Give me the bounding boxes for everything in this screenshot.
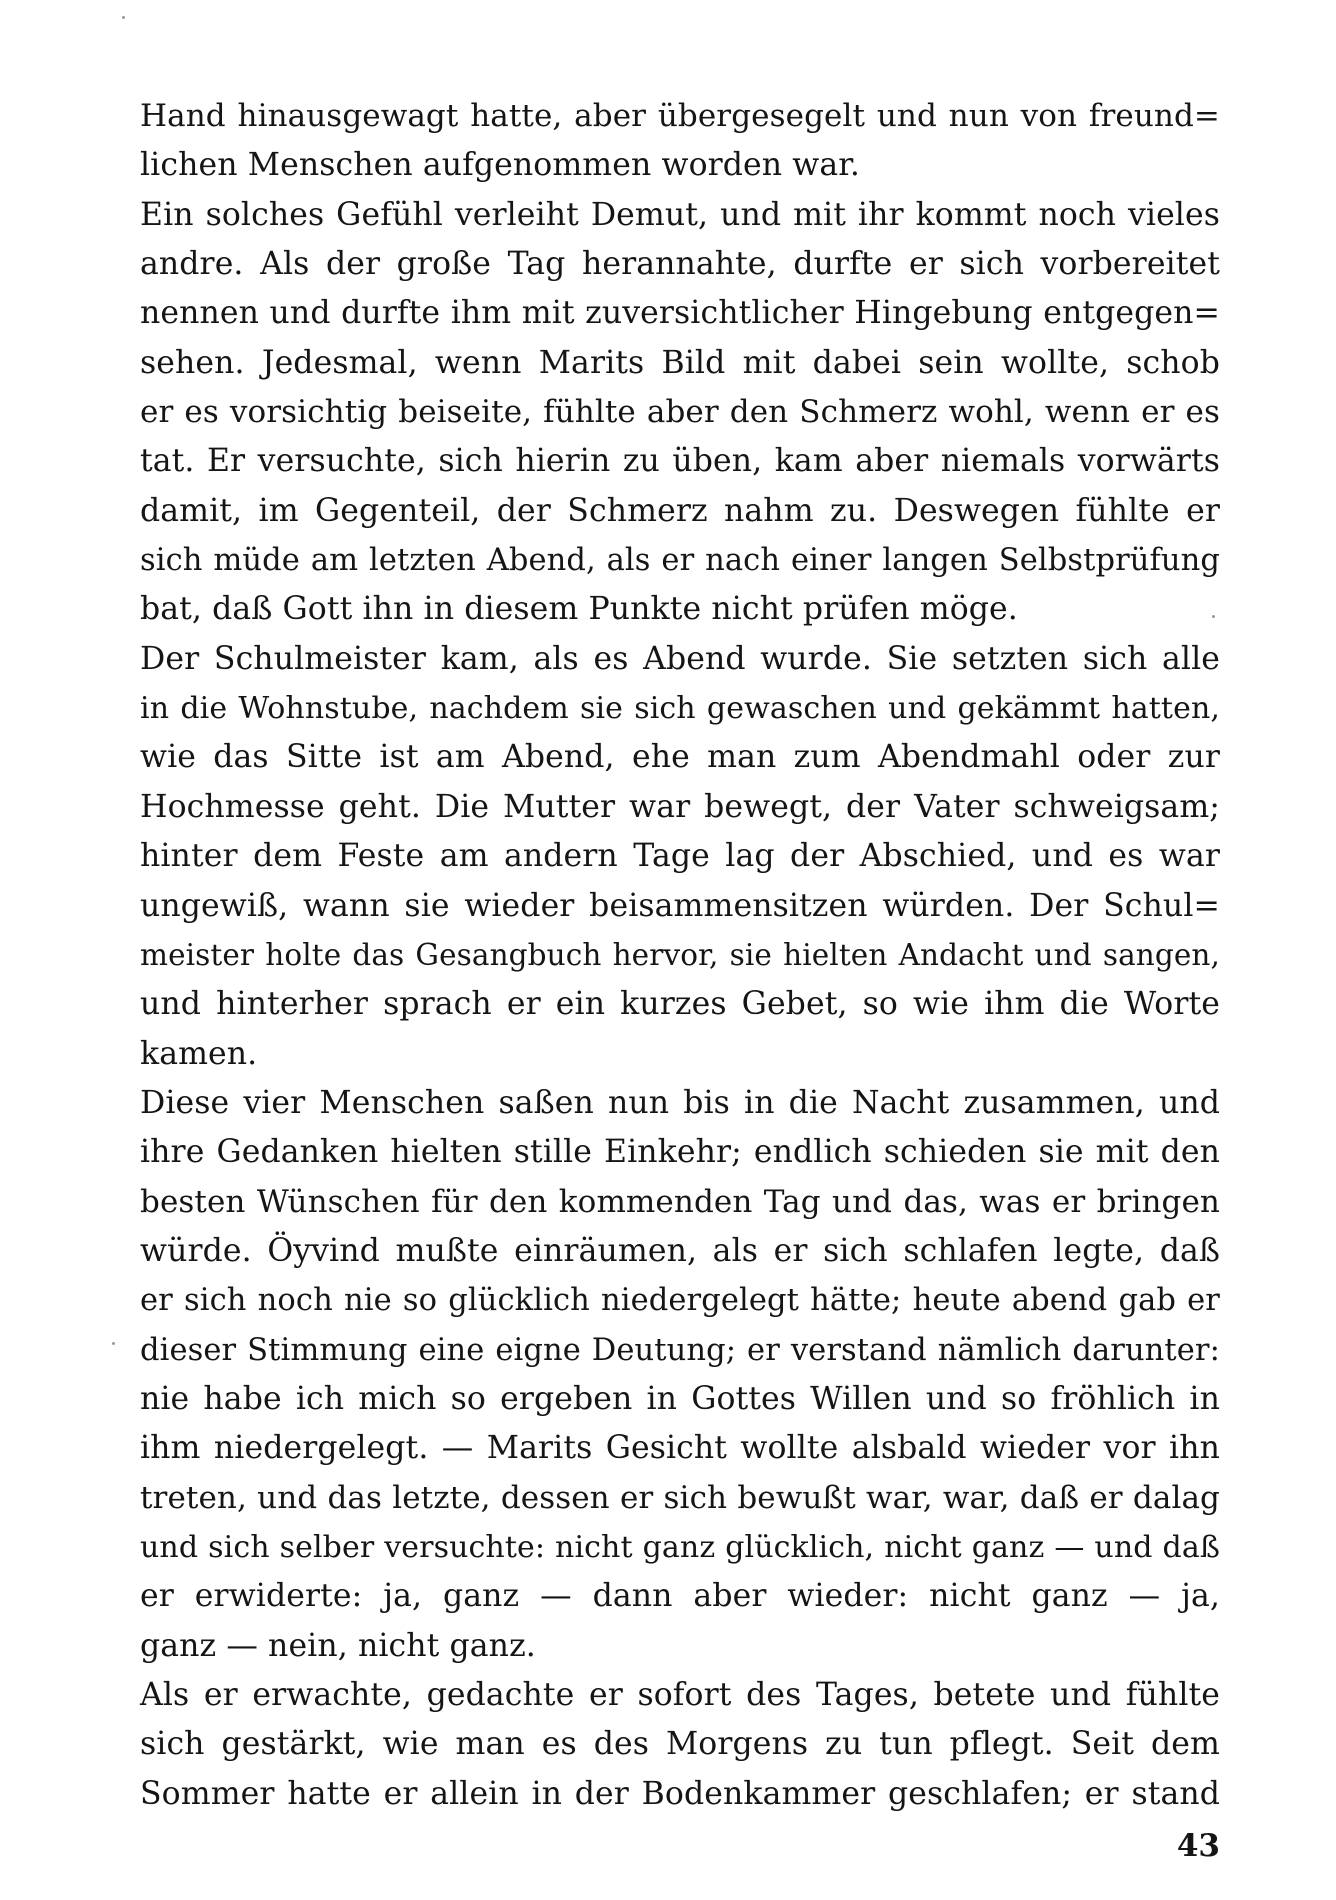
text-line: ihm niedergelegt. — Marits Gesicht wollte alsbald wieder vor ihn (140, 1430, 1220, 1467)
text-line: würde. Öyvind mußte einräumen, als er sich schlafen legte, daß (140, 1232, 1220, 1269)
text-line: und hinterher sprach er ein kurzes Gebet, so wie ihm die Worte (140, 986, 1220, 1023)
text-line: sich gestärkt, wie man es des Morgens zu tun pflegt. Seit dem (140, 1726, 1220, 1763)
text-line: sich müde am letzten Abend, als er nach einer langen Selbstprüfung (140, 543, 1220, 579)
text-line: dieser Stimmung eine eigne Deutung; er verstand nämlich darunter: (140, 1332, 1220, 1368)
text-line: Als er erwachte, gedachte er sofort des Tages, betete und fühlte (140, 1677, 1220, 1713)
text-line: ihre Gedanken hielten stille Einkehr; endlich schieden sie mit den (140, 1134, 1220, 1171)
body-text (140, 92, 1220, 1819)
text-line: lichen Menschen aufgenommen worden war. (140, 147, 861, 184)
text-line: Ein solches Gefühl verleiht Demut, und mit ihr kommt noch vieles (140, 196, 1220, 233)
text-line: Hochmesse geht. Die Mutter war bewegt, der Vater schweigsam; (140, 788, 1220, 825)
text-line: er erwiderte: ja, ganz — dann aber wieder: nicht ganz — ja, (140, 1578, 1220, 1615)
text-line: er sich noch nie so glücklich niedergelegt hätte; heute abend gab er (140, 1283, 1220, 1319)
text-line: besten Wünschen für den kommenden Tag und das, was er bringen (140, 1183, 1220, 1220)
text-line: sehen. Jedesmal, wenn Marits Bild mit dabei sein wollte, schob (140, 344, 1220, 381)
paper-speck (122, 16, 125, 19)
text-line: Sommer hatte er allein in der Bodenkammer geschlafen; er stand (140, 1775, 1220, 1812)
text-line: Hand hinausgewagt hatte, aber übergesegelt und nun von freund= (140, 98, 1220, 134)
text-line: wie das Sitte ist am Abend, ehe man zum Abendmahl oder zur (140, 739, 1220, 776)
text-line: in die Wohnstube, nachdem sie sich gewaschen und gekämmt hatten, (140, 691, 1220, 727)
text-line: tat. Er versuchte, sich hierin zu üben, kam aber niemals vorwärts (140, 443, 1220, 480)
text-line: er es vorsichtig beiseite, fühlte aber den Schmerz wohl, wenn er es (140, 394, 1220, 431)
text-line: bat, daß Gott ihn in diesem Punkte nicht prüfen möge. (140, 591, 1018, 628)
text-line: ungewiß, wann sie wieder beisammensitzen würden. Der Schul= (140, 887, 1220, 924)
text-line: und sich selber versuchte: nicht ganz glücklich, nicht ganz — und daß (140, 1529, 1220, 1565)
text-line: Diese vier Menschen saßen nun bis in die Nacht zusammen, und (140, 1084, 1220, 1121)
text-line: Der Schulmeister kam, als es Abend wurde. Sie setzten sich alle (140, 640, 1220, 677)
text-line: andre. Als der große Tag herannahte, durfte er sich vorbereitet (140, 246, 1220, 283)
page-number: 43 (1176, 1828, 1220, 1864)
paper-speck (1212, 615, 1215, 618)
text-line: kamen. (140, 1035, 258, 1072)
text-line: hinter dem Feste am andern Tage lag der Abschied, und es war (140, 838, 1220, 875)
text-line: damit, im Gegenteil, der Schmerz nahm zu. Deswegen fühlte er (140, 492, 1220, 529)
text-line: ganz — nein, nicht ganz. (140, 1627, 536, 1664)
paper-speck (112, 1342, 115, 1345)
text-line: nennen und durfte ihm mit zuversichtlicher Hingebung entgegen= (140, 295, 1220, 332)
text-line: meister holte das Gesangbuch hervor, sie hielten Andacht und sangen, (140, 937, 1220, 972)
text-line: treten, und das letzte, dessen er sich bewußt war, war, daß er dalag (140, 1479, 1220, 1516)
text-line: nie habe ich mich so ergeben in Gottes Willen und so fröhlich in (140, 1380, 1220, 1417)
